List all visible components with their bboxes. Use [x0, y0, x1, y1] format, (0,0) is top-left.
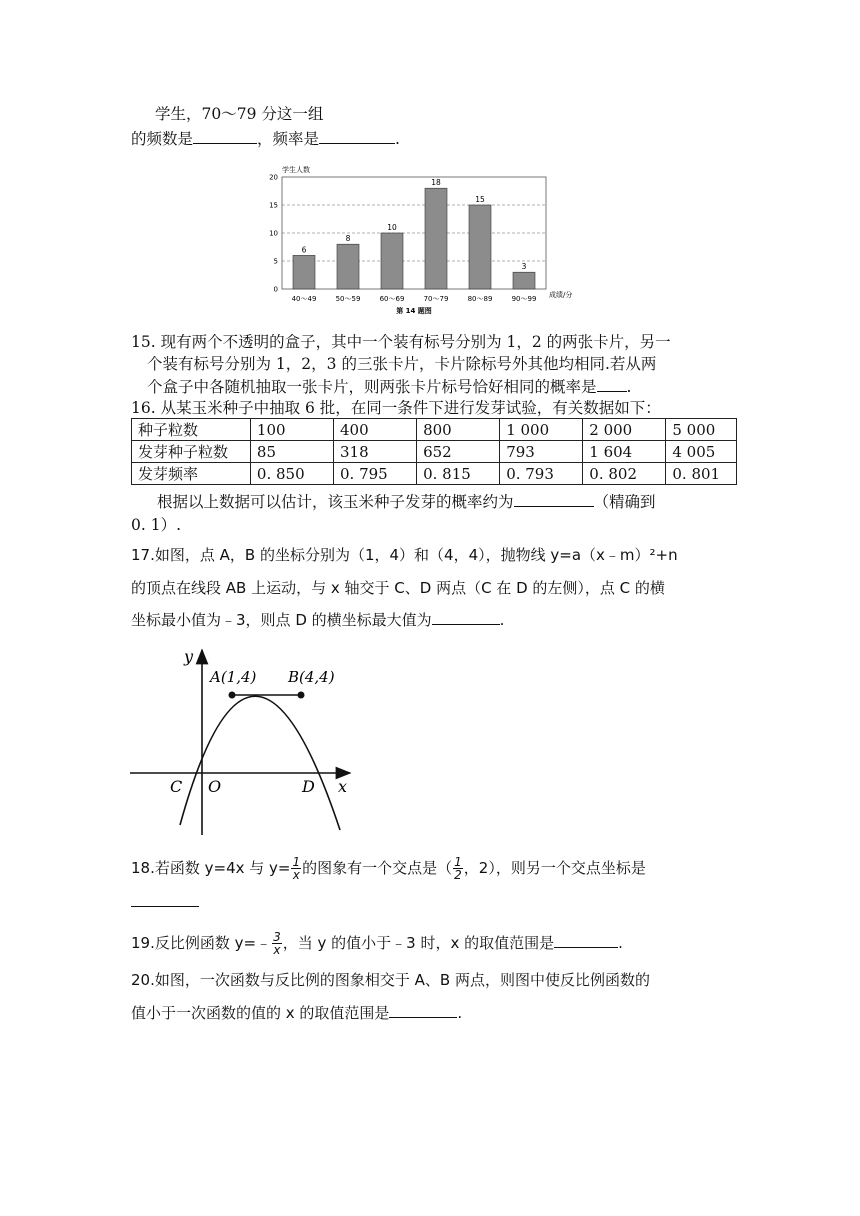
data-label: 10 — [387, 223, 397, 232]
table-cell: 0. 802 — [583, 463, 666, 485]
q18-a: 18.若函数 y=4x 与 y= — [131, 859, 291, 877]
q15-blank-answer[interactable] — [597, 377, 627, 392]
q19-line — [131, 931, 623, 956]
fraction-1-over-x — [291, 856, 301, 881]
q19-c: . — [618, 934, 623, 952]
bar — [381, 233, 403, 289]
q14-line1: 学生，70～79 分这一组 — [155, 105, 324, 123]
q17-line3 — [131, 610, 504, 630]
frac1-den: x — [292, 868, 300, 882]
q20-line2 — [131, 1003, 462, 1023]
table-cell: 0. 795 — [334, 463, 417, 485]
parabola-curve — [180, 696, 340, 830]
frac2-num: 1 — [454, 855, 462, 869]
q19-b: ，当 y 的值小于﹣3 时，x 的取值范围是 — [282, 934, 555, 952]
chart-caption: 第 14 题图 — [396, 307, 432, 315]
y-tick-label: 10 — [269, 229, 278, 238]
q18-answer-line — [131, 892, 199, 912]
q14-line2-c: . — [395, 130, 400, 148]
q15-line3-end: . — [626, 378, 632, 396]
fraction-3-over-x — [272, 931, 282, 956]
table-cell: 100 — [250, 419, 333, 441]
q17-line3-b: . — [499, 611, 505, 629]
table-cell: 0. 793 — [500, 463, 583, 485]
table-cell: 400 — [334, 419, 417, 441]
q16-after1 — [157, 492, 656, 512]
q20-line2-a: 值小于一次函数的值的 x 的取值范围是 — [131, 1004, 390, 1022]
q18-line — [131, 856, 646, 881]
bar — [337, 244, 359, 289]
table-row — [132, 463, 737, 485]
x-tick-label: 40～49 — [291, 295, 317, 303]
table-row — [132, 419, 737, 441]
q20-line1: 20.如图，一次函数与反比例的图象相交于 A、B 两点，则图中使反比例函数的 — [131, 971, 650, 989]
table-cell: 5 000 — [666, 419, 737, 441]
table-cell: 800 — [417, 419, 500, 441]
table-cell: 0. 801 — [666, 463, 737, 485]
q17-line2: 的顶点在线段 AB 上运动，与 x 轴交于 C、D 两点（C 在 D 的左侧），点 C 的横 — [131, 579, 665, 597]
x-tick-label: 90～99 — [511, 295, 537, 303]
q20-blank-answer[interactable] — [389, 1003, 457, 1018]
q15-line1: 15. 现有两个不透明的盒子，其中一个装有标号分别为 1，2 的两张卡片，另一 — [131, 333, 671, 351]
x-tick-label: 50～59 — [335, 295, 361, 303]
q16-after2: 0. 1）. — [131, 516, 182, 534]
x-tick-label: 60～69 — [379, 295, 405, 303]
table-cell: 652 — [417, 441, 500, 463]
fraction-1-over-2 — [453, 856, 463, 881]
q14-blank-rate[interactable] — [319, 129, 395, 144]
label-o: O — [208, 777, 222, 796]
bar — [469, 205, 491, 289]
data-label: 3 — [521, 262, 527, 272]
row-header-cell: 发芽频率 — [132, 463, 251, 485]
table-cell: 1 000 — [500, 419, 583, 441]
bar — [513, 272, 535, 289]
y-tick-label: 0 — [273, 285, 278, 294]
frac2-den: 2 — [454, 868, 462, 882]
q16-intro: 16. 从某玉米种子中抽取 6 批，在同一条件下进行发芽试验，有关数据如下： — [131, 399, 661, 417]
y-tick-label: 5 — [273, 257, 278, 266]
label-d: D — [302, 777, 315, 796]
table-cell: 1 604 — [583, 441, 666, 463]
table-cell: 85 — [250, 441, 333, 463]
q17-blank-answer[interactable] — [432, 610, 500, 625]
q19-frac-num: 3 — [273, 930, 281, 944]
q15-line3-text: 个盒子中各随机抽取一张卡片，则两张卡片标号恰好相同的概率是 — [147, 378, 597, 396]
q14-blank-frequency[interactable] — [193, 129, 257, 144]
q17-line3-a: 坐标最小值为﹣3，则点 D 的横坐标最大值为 — [131, 611, 432, 629]
table-cell: 0. 850 — [250, 463, 333, 485]
label-a: A(1,4) — [210, 668, 257, 686]
germination-table — [131, 418, 737, 485]
q14-line2-b: ，频率是 — [257, 130, 320, 148]
q19-frac-den: x — [273, 943, 281, 957]
q14-line2 — [131, 129, 400, 149]
table-cell: 2 000 — [583, 419, 666, 441]
bar — [293, 255, 315, 289]
point-b — [298, 692, 305, 699]
frac1-num: 1 — [292, 855, 301, 869]
table-cell: 0. 815 — [417, 463, 500, 485]
bar-chart — [270, 160, 590, 320]
data-label: 15 — [475, 195, 485, 204]
data-label: 8 — [345, 234, 351, 244]
row-header-cell: 种子粒数 — [132, 419, 251, 441]
data-label: 6 — [301, 245, 307, 255]
table-cell: 318 — [334, 441, 417, 463]
q17-line1: 17.如图，点 A，B 的坐标分别为（1，4）和（4，4），抛物线 y=a（x﹣m）²+n — [131, 546, 678, 564]
q15-line3 — [147, 377, 631, 397]
x-tick-label: 70～79 — [423, 295, 449, 303]
label-y: y — [184, 647, 194, 666]
q16-after1-b: （精确到 — [593, 493, 656, 511]
q16-blank-probability[interactable] — [514, 492, 594, 507]
label-c: C — [170, 777, 183, 796]
q16-after1-a: 根据以上数据可以估计，该玉米种子发芽的概率约为 — [157, 493, 514, 511]
q18-c: ，2），则另一个交点坐标是 — [463, 859, 646, 877]
table-cell: 793 — [500, 441, 583, 463]
y-tick-label: 15 — [269, 201, 278, 210]
q18-blank-answer[interactable] — [131, 892, 199, 907]
table-cell: 4 005 — [666, 441, 737, 463]
data-label: 18 — [431, 178, 441, 188]
q19-a: 19.反比例函数 y=﹣ — [131, 934, 272, 952]
table-row — [132, 441, 737, 463]
row-header-cell: 发芽种子粒数 — [132, 441, 251, 463]
y-tick-label: 20 — [269, 173, 278, 182]
parabola-figure — [128, 640, 358, 840]
x-axis-title: 成绩/分 — [549, 291, 573, 299]
q15-line2: 个装有标号分别为 1，2，3 的三张卡片，卡片除标号外其他均相同.若从两 — [147, 355, 657, 373]
label-b: B(4,4) — [288, 668, 335, 686]
y-axis-title: 学生人数 — [282, 166, 310, 174]
label-x: x — [338, 777, 348, 796]
q19-blank-answer[interactable] — [554, 933, 618, 948]
q18-b: 的图象有一个交点是（ — [302, 859, 453, 877]
x-tick-label: 80～89 — [467, 295, 493, 303]
point-a — [229, 692, 236, 699]
q20-line2-b: . — [457, 1004, 463, 1022]
bar — [425, 188, 447, 289]
q14-line2-a: 的频数是 — [131, 130, 194, 148]
